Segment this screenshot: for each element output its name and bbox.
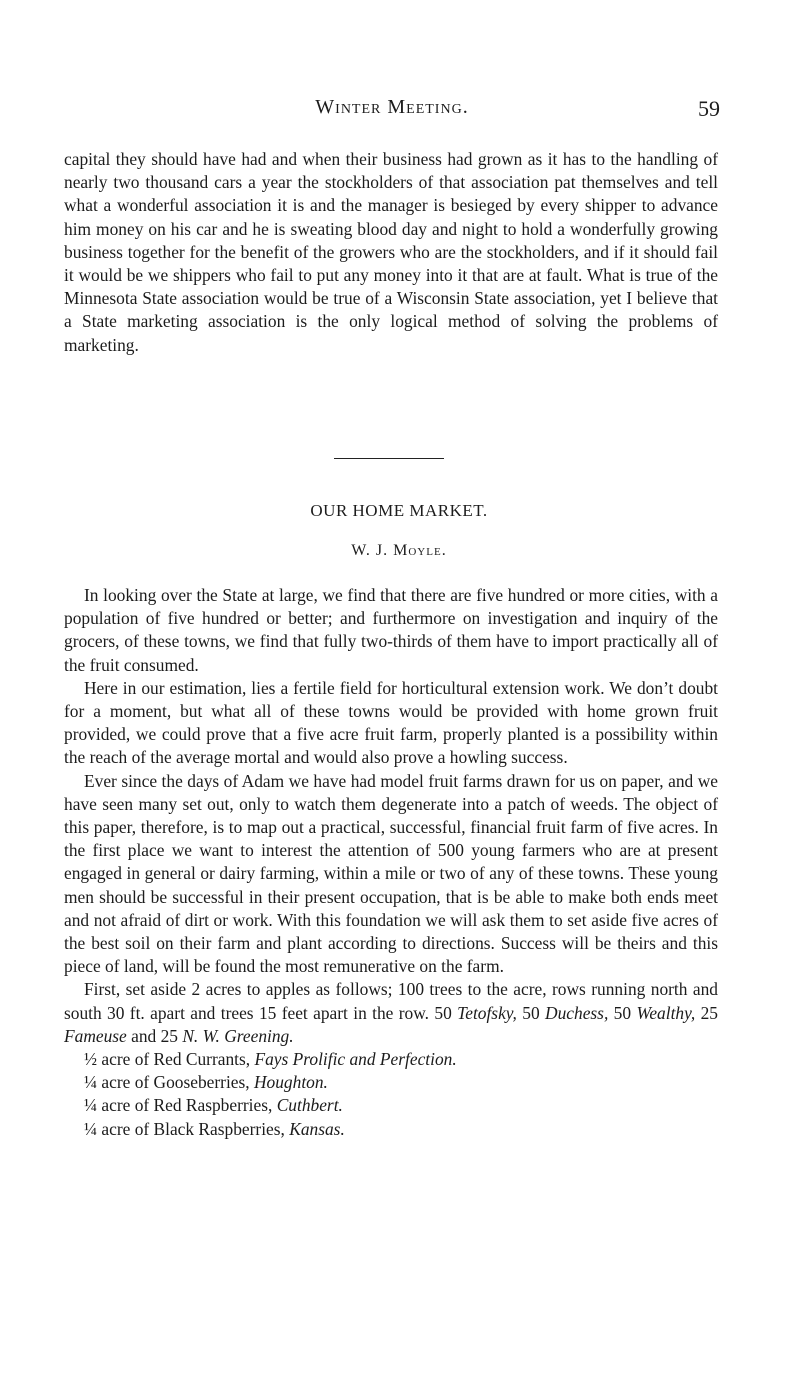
planting-list-item: [64, 1071, 718, 1094]
planting-list-item: [64, 1094, 718, 1117]
page-header: [64, 96, 720, 124]
variety-name: Tetofsky,: [457, 1002, 517, 1023]
crop-text: acre of Red Raspberries,: [97, 1095, 277, 1116]
article-paragraph: In looking over the State at large, we find that there are five hundred or more cities, with a population of five hundred or better; and furthermore on investigation and inquiry of the grocers, of these towns, we find that fully two-thirds of them have to import practically all of the fruit consumed.: [64, 585, 718, 675]
acreage: ¼: [84, 1095, 98, 1116]
variety-name: N. W. Greening.: [182, 1025, 294, 1046]
apples-text: 50: [516, 1002, 546, 1023]
article-paragraph: Ever since the days of Adam we have had model fruit farms drawn for us on paper, and we have seen many set out, only to watch them degenerate into a patch of weeds. The object of this paper, therefore, is to map out a practical, successful, financial fruit farm of five acres. In the first place we want to interest the attention of 500 young farmers who are at present engaged in general or dairy farming, within a mile or two of any of these towns. These young men should be successful in their present occupation, that is be able to make both ends meet and not afraid of dirt or work. With this foundation we will ask them to set aside five acres of the best soil on their farm and plant according to directions. Success will be theirs and this piece of land, will be found the most remunerative on the farm.: [64, 770, 718, 977]
page-number: 59: [698, 96, 720, 121]
acreage: ¼: [84, 1072, 98, 1093]
section-divider: [334, 458, 444, 459]
article-title: OUR HOME MARKET.: [310, 501, 488, 520]
continued-section: [64, 148, 718, 357]
variety-name: Fameuse: [64, 1025, 127, 1046]
apples-paragraph: [64, 978, 718, 1048]
acreage: ½: [84, 1049, 98, 1070]
acreage: ¼: [84, 1118, 98, 1139]
article-body: [64, 584, 718, 1141]
variety-name: Kansas.: [289, 1118, 345, 1139]
crop-text: acre of Gooseberries,: [97, 1072, 254, 1093]
apples-text: 25: [695, 1002, 718, 1023]
variety-name: Fays Prolific and Perfection.: [254, 1049, 457, 1070]
planting-list-item: [64, 1118, 718, 1141]
running-title: Winter Meeting.: [315, 96, 469, 118]
variety-name: Cuthbert.: [276, 1095, 343, 1116]
apples-text: 50: [608, 1002, 637, 1023]
planting-list-item: [64, 1048, 718, 1071]
apples-text: and 25: [126, 1025, 183, 1046]
crop-text: acre of Black Raspberries,: [97, 1118, 290, 1139]
crop-text: acre of Red Currants,: [97, 1049, 255, 1070]
article-paragraph: Here in our estimation, lies a fertile field for horticultural extension work. We don’t doubt for a moment, but what all of these towns would be provided with home grown fruit provided, we could prove that a five acre fruit farm, properly planted is a possibility within the reach of the average mortal and would also prove a howling success.: [64, 677, 718, 768]
variety-name: Houghton.: [253, 1072, 328, 1093]
continued-paragraph: capital they should have had and when their business had grown as it has to the handling of nearly two thousand cars a year the stockholders of that association pat themselves and tell what a wonderful association it is and the manager is besieged by every shipper to advance him money on his car and he is sweating blood day and night to hold a wonderfully growing business together for the benefit of the growers who are the stockholders, and if it should fail it would be we shippers who fail to put any money into it that are at fault. What is true of the Minnesota State association would be true of a Wisconsin State association, yet I believe that a State marketing association is the only logical method of solving the problems of marketing.: [64, 149, 718, 355]
variety-name: Duchess,: [545, 1002, 609, 1023]
apples-intro: First, set aside 2 acres to apples as follows; 100 trees to the acre, rows running north and south 30 ft. apart and trees 15 feet apart in the row. 50: [64, 979, 718, 1023]
variety-name: Wealthy,: [636, 1002, 696, 1023]
article-author: W. J. Moyle.: [351, 542, 447, 559]
